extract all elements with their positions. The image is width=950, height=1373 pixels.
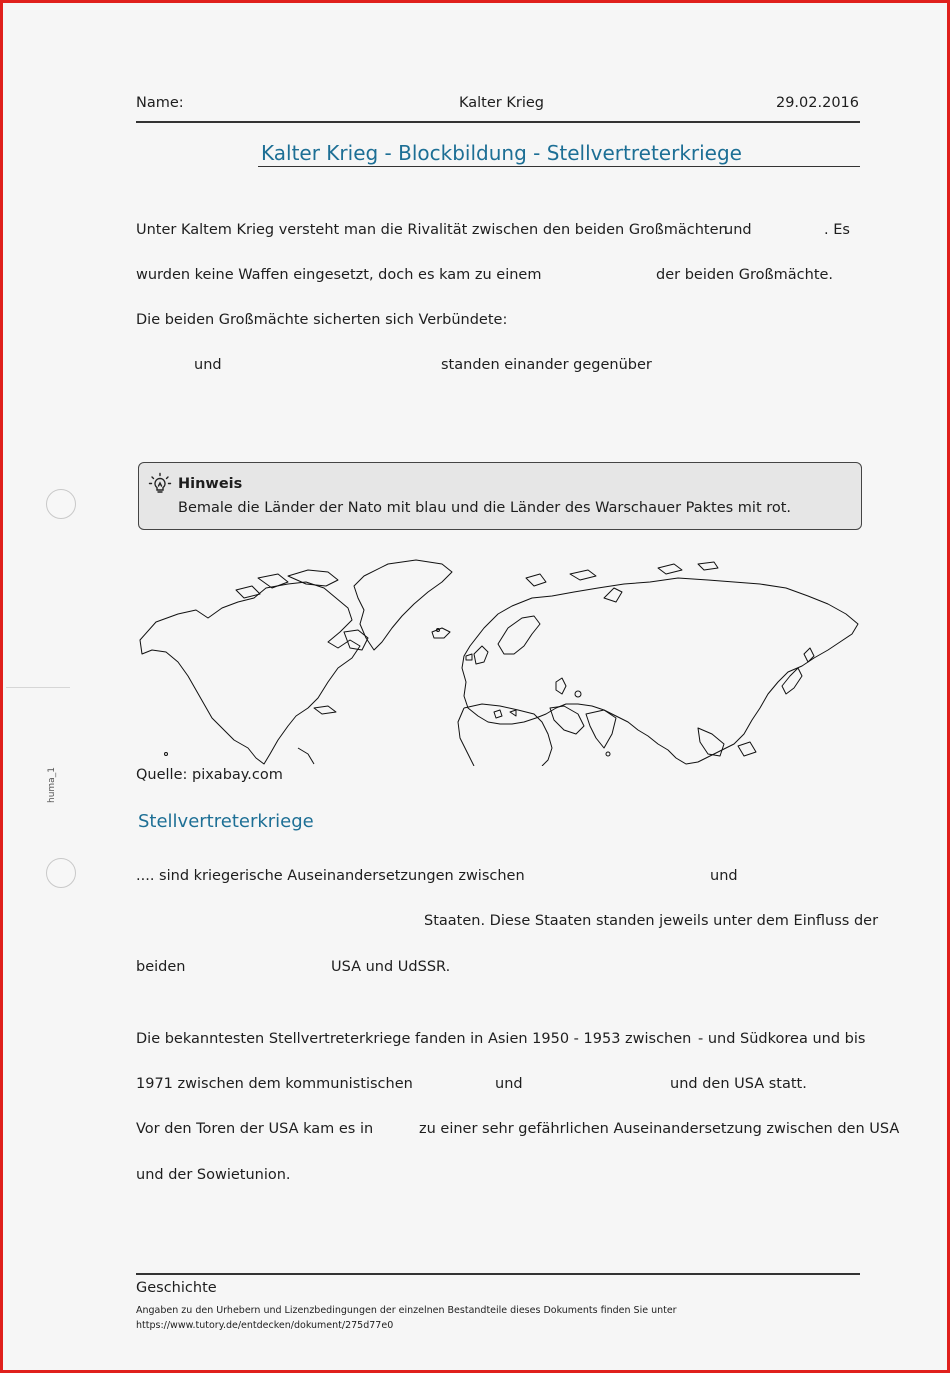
hint-text: Bemale die Länder der Nato mit blau und die Länder des Warschauer Paktes mit rot. [178,500,792,516]
intro-text: standen einander gegenüber [441,357,652,373]
side-label: huma_1 [47,767,57,803]
proxy-text: Staaten. Diese Staaten standen jeweils unter dem Einfluss der [424,913,879,929]
world-map [138,558,862,766]
proxy-text: und [495,1076,523,1092]
section-title: Stellvertreterkriege [138,811,314,832]
intro-text: Die beiden Großmächte sicherten sich Verbündete: [136,312,508,328]
intro-text: wurden keine Waffen eingesetzt, doch es kam zu einem [136,267,542,283]
footer-rule [136,1273,860,1275]
proxy-text: und den USA statt. [670,1076,807,1092]
intro-text: . Es [824,222,850,238]
header-date: 29.02.2016 [775,95,859,111]
proxy-text: und der Sowietunion. [136,1167,291,1183]
map-caption: Quelle: pixabay.com [136,767,283,783]
proxy-text: .... sind kriegerische Auseinandersetzungen zwischen [136,868,525,884]
intro-text: und [194,357,222,373]
proxy-text: - und Südkorea und bis [698,1031,866,1047]
proxy-text: zu einer sehr gefährlichen Auseinandersetzung zwischen den USA [419,1121,900,1137]
proxy-text: beiden [136,959,186,975]
footer-note: Angaben zu den Urhebern und Lizenzbedingungen der einzelnen Bestandteile dieses Dokuments finden Sie unter [136,1305,677,1316]
intro-text: und [724,222,752,238]
name-label: Name: [136,95,184,111]
punch-hole-top [46,489,76,519]
intro-text: Unter Kaltem Krieg versteht man die Rivalität zwischen den beiden Großmächten [136,222,728,238]
footer-link[interactable]: https://www.tutory.de/entdecken/dokument/275d77e0 [136,1320,394,1331]
footer-subject: Geschichte [136,1280,217,1296]
header-subject: Kalter Krieg [459,95,544,111]
proxy-text: 1971 zwischen dem kommunistischen [136,1076,413,1092]
proxy-text: USA und UdSSR. [331,959,451,975]
proxy-text: Vor den Toren der USA kam es in [136,1121,374,1137]
punch-hole-bottom [46,858,76,888]
intro-text: der beiden Großmächte. [656,267,834,283]
hint-title: Hinweis [178,476,243,492]
proxy-text: Die bekanntesten Stellvertreterkriege fanden in Asien 1950 - 1953 zwischen [136,1031,692,1047]
fold-mark [6,687,70,688]
hint-box [138,462,862,530]
title-underline [258,166,860,167]
lightbulb-icon [148,472,172,496]
page-title: Kalter Krieg - Blockbildung - Stellvertreterkriege [261,141,742,165]
proxy-text: und [710,868,738,884]
header-rule [136,121,860,123]
